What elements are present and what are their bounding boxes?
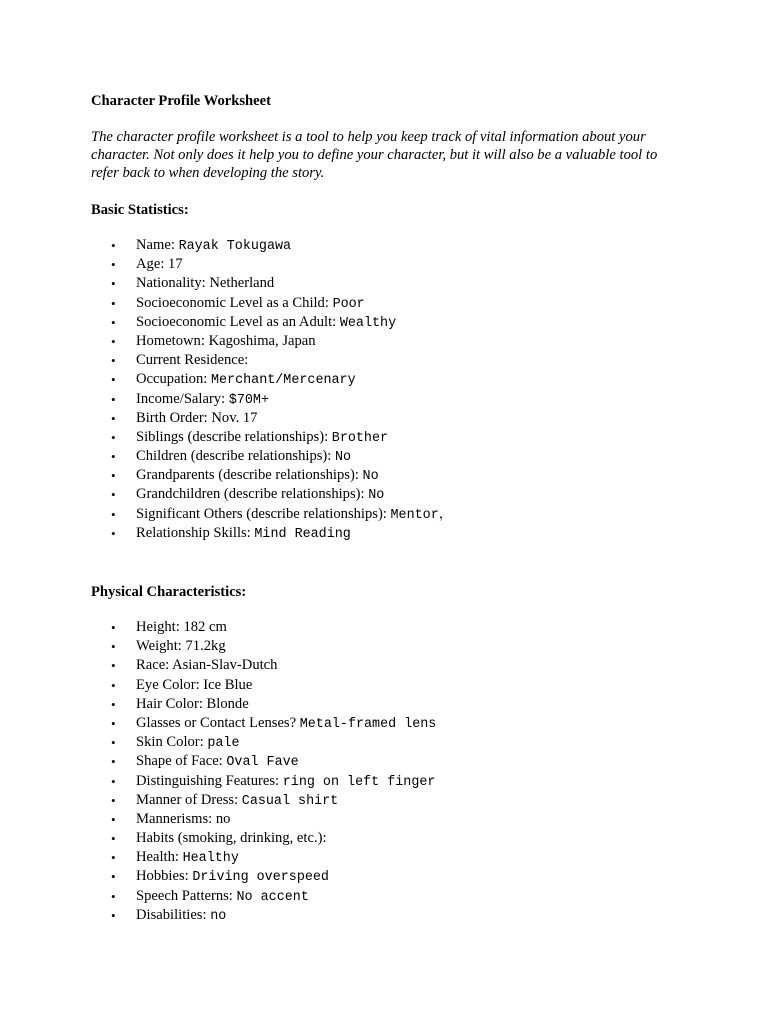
list-item xyxy=(91,810,436,829)
bullet-icon: • xyxy=(111,620,116,635)
field-value: Ice Blue xyxy=(203,676,253,693)
bullet-icon: • xyxy=(111,353,116,369)
list-item xyxy=(91,428,452,447)
field-value: Healthy xyxy=(182,851,239,867)
list-item xyxy=(91,255,452,274)
field-value: $70M+ xyxy=(228,392,269,408)
bullet-icon: • xyxy=(111,429,116,445)
bullet-icon: • xyxy=(111,792,116,808)
field-value: pale xyxy=(207,736,240,752)
bullet-icon: • xyxy=(111,506,116,522)
field-label: Hair Color: xyxy=(136,695,207,712)
field-label: Age: xyxy=(136,256,169,273)
bullet-icon: • xyxy=(111,869,116,885)
field-value: Casual shirt xyxy=(241,793,339,809)
field-value: Kagoshima, Japan xyxy=(208,332,316,349)
list-item xyxy=(91,791,436,810)
field-value: Oval Fave xyxy=(226,755,299,771)
document-title: Character Profile Worksheet xyxy=(91,93,271,109)
field-label: Grandparents (describe relationships): xyxy=(136,467,363,484)
list-item xyxy=(91,733,436,752)
field-label: Mannerisms: xyxy=(136,810,216,827)
field-label: Name: xyxy=(136,237,179,253)
bullet-icon: • xyxy=(111,696,116,712)
bullet-icon: • xyxy=(111,372,116,388)
list-item xyxy=(91,524,452,543)
list-item xyxy=(91,274,452,293)
physical-characteristics-heading: Physical Characteristics: xyxy=(91,584,247,600)
field-label: Glasses or Contact Lenses? xyxy=(136,714,300,731)
list-item xyxy=(91,447,452,466)
field-value: 182 cm xyxy=(183,619,227,635)
bullet-icon: • xyxy=(111,449,116,465)
list-item xyxy=(91,714,436,733)
bullet-icon: • xyxy=(111,639,116,655)
field-value: Wealthy xyxy=(339,315,397,331)
bullet-icon: • xyxy=(111,487,116,503)
list-item xyxy=(91,618,436,637)
field-label: Significant Others (describe relationships): xyxy=(136,505,391,522)
field-label: Income/Salary: xyxy=(136,390,229,407)
bullet-icon: • xyxy=(111,333,116,349)
field-value: No accent xyxy=(236,889,309,905)
field-label: Weight: xyxy=(136,638,186,655)
bullet-icon: • xyxy=(111,468,116,484)
field-label: Race: xyxy=(136,657,173,674)
field-value: Nov. 17 xyxy=(211,409,258,426)
list-item xyxy=(91,829,436,848)
field-value: ring on left finger xyxy=(282,774,436,790)
bullet-icon: • xyxy=(111,391,116,407)
field-label: Health: xyxy=(136,849,183,866)
bullet-icon: • xyxy=(111,658,116,674)
bullet-icon: • xyxy=(111,276,116,292)
field-label: Socioeconomic Level as an Adult: xyxy=(136,313,340,330)
field-label: Skin Color: xyxy=(136,734,208,751)
bullet-icon: • xyxy=(111,677,116,693)
bullet-icon: • xyxy=(111,888,116,904)
bullet-icon: • xyxy=(111,525,116,541)
list-item xyxy=(91,332,452,351)
field-value: Blonde xyxy=(206,695,249,712)
bullet-icon: • xyxy=(111,715,116,731)
field-value: Asian-Slav-Dutch xyxy=(172,657,278,674)
field-label: Hometown: xyxy=(136,332,209,349)
field-label: Height: xyxy=(136,619,184,635)
intro-paragraph: The character profile worksheet is a tool to help you keep track of vital information about your character. Not only does it help you to define your character, but it will also be a valuable tool to refer back to when developing the story. xyxy=(91,129,658,181)
field-value: Merchant/Mercenary xyxy=(210,373,356,389)
list-item xyxy=(91,351,452,370)
field-label: Siblings (describe relationships): xyxy=(136,428,332,445)
field-value: Rayak Tokugawa xyxy=(178,239,292,254)
list-item xyxy=(91,294,452,313)
field-label: Nationality: xyxy=(136,275,210,292)
bullet-icon: • xyxy=(111,907,116,923)
list-item xyxy=(91,637,436,656)
field-label: Occupation: xyxy=(136,371,211,388)
field-value: no xyxy=(215,810,231,827)
bullet-icon: • xyxy=(111,257,116,273)
bullet-icon: • xyxy=(111,850,116,866)
list-item xyxy=(91,505,452,524)
field-value: Brother xyxy=(331,430,389,446)
list-item xyxy=(91,466,452,485)
bullet-icon: • xyxy=(111,831,116,847)
list-item xyxy=(91,887,436,906)
list-item xyxy=(91,656,436,675)
physical-characteristics-list xyxy=(91,618,436,925)
field-label: Habits (smoking, drinking, etc.): xyxy=(136,830,327,847)
field-label: Speech Patterns: xyxy=(136,887,237,904)
field-label: Socioeconomic Level as a Child: xyxy=(136,294,333,311)
list-item xyxy=(91,485,452,504)
field-value: No xyxy=(335,450,352,466)
bullet-icon: • xyxy=(111,314,116,330)
list-item xyxy=(91,236,452,255)
bullet-icon: • xyxy=(111,410,116,426)
field-label: Distinguishing Features: xyxy=(136,772,283,789)
basic-statistics-list xyxy=(91,236,452,543)
list-item xyxy=(91,867,436,886)
list-item xyxy=(91,695,436,714)
field-value: No xyxy=(362,469,379,485)
field-label: Birth Order: xyxy=(136,409,212,426)
field-label: Children (describe relationships): xyxy=(136,448,335,465)
field-label: Disabilities: xyxy=(136,906,211,923)
field-label: Manner of Dress: xyxy=(136,791,242,808)
list-item xyxy=(91,676,436,695)
field-label: Grandchildren (describe relationships): xyxy=(136,486,369,503)
field-value: Driving overspeed xyxy=(192,870,329,886)
field-value: Netherland xyxy=(209,275,275,292)
bullet-icon: • xyxy=(111,295,116,311)
list-item xyxy=(91,409,452,428)
field-value: Metal-framed lens xyxy=(299,716,437,732)
field-label: Eye Color: xyxy=(136,676,204,693)
bullet-icon: • xyxy=(111,811,116,827)
field-value: Mind Reading xyxy=(254,526,351,542)
list-item xyxy=(91,752,436,771)
field-label: Relationship Skills: xyxy=(136,524,255,541)
basic-statistics-heading: Basic Statistics: xyxy=(91,202,189,218)
field-value: No xyxy=(368,488,385,504)
bullet-icon: • xyxy=(111,754,116,770)
bullet-icon: • xyxy=(111,773,116,789)
list-item xyxy=(91,848,436,867)
field-label: Hobbies: xyxy=(136,868,193,885)
list-item xyxy=(91,390,452,409)
field-value: Poor xyxy=(332,296,365,312)
bullet-icon: • xyxy=(111,735,116,751)
field-value: no xyxy=(210,908,227,924)
field-label: Shape of Face: xyxy=(136,753,227,770)
field-label: Current Residence: xyxy=(136,352,249,369)
field-value: 17 xyxy=(168,256,183,273)
bullet-icon: • xyxy=(111,238,116,253)
field-value: 71.2kg xyxy=(185,638,226,655)
list-item xyxy=(91,313,452,332)
field-value: Mentor， xyxy=(390,507,453,523)
list-item xyxy=(91,370,452,389)
list-item xyxy=(91,772,436,791)
list-item xyxy=(91,906,436,925)
